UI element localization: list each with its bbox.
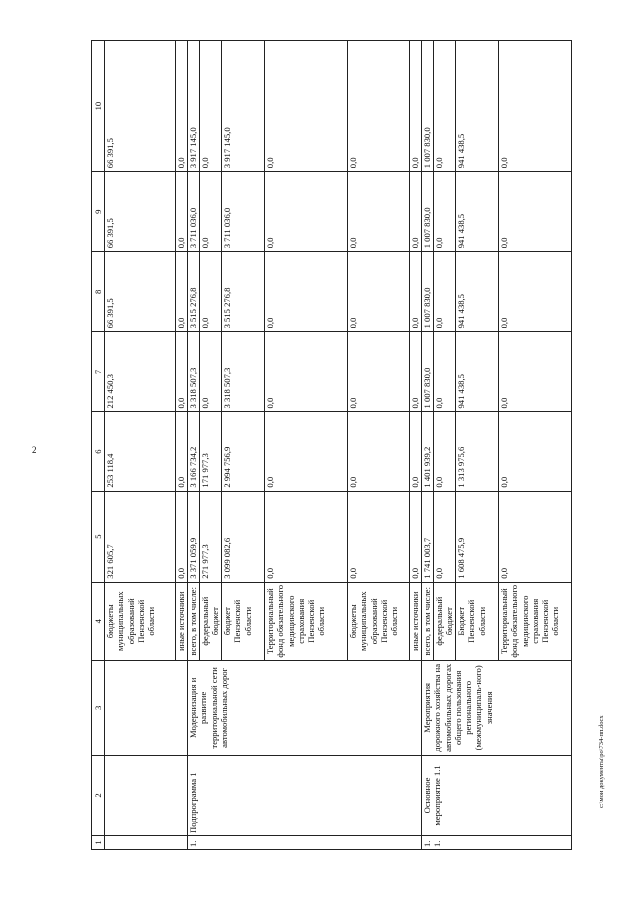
value-cell: 941 438,5 <box>456 41 499 172</box>
funding-source: всего, в том числе: <box>422 582 434 660</box>
value-cell: 0,0 <box>265 41 348 172</box>
value-cell: 3 166 734,2 <box>188 412 200 491</box>
col-num: 6 <box>92 412 105 491</box>
value-cell: 0,0 <box>348 172 410 252</box>
value-cell: 321 605,7 <box>105 491 176 582</box>
value-cell: 0,0 <box>176 332 188 412</box>
funding-source: Территориальный фонд обязательного медицинского страхования Пензенской области <box>265 582 348 660</box>
value-cell: 0,0 <box>434 332 456 412</box>
value-cell: 0,0 <box>410 412 422 491</box>
value-cell: 0,0 <box>200 172 222 252</box>
value-cell: 0,0 <box>176 172 188 252</box>
page-number: 2 <box>32 445 37 455</box>
value-cell: 941 438,5 <box>456 332 499 412</box>
value-cell: 1 007 830,0 <box>422 332 434 412</box>
value-cell: 66 391,5 <box>105 172 176 252</box>
value-cell: 0,0 <box>499 412 572 491</box>
value-cell: 941 438,5 <box>456 172 499 252</box>
value-cell: 0,0 <box>200 41 222 172</box>
value-cell: 0,0 <box>348 412 410 491</box>
value-cell: 0,0 <box>348 252 410 332</box>
footer-file-path: c:\мои документы\ро\734-пп.docx <box>598 715 605 808</box>
value-cell: 66 391,5 <box>105 252 176 332</box>
value-cell: 3 371 059,9 <box>188 491 200 582</box>
funding-source: Бюджет Пензенской области <box>456 582 499 660</box>
value-cell: 0,0 <box>410 252 422 332</box>
value-cell: 0,0 <box>499 491 572 582</box>
cell-empty <box>105 755 188 835</box>
col-num: 7 <box>92 332 105 412</box>
value-cell: 0,0 <box>434 172 456 252</box>
value-cell: 0,0 <box>499 332 572 412</box>
funding-source: иные источники <box>176 582 188 660</box>
value-cell: 3 318 507,3 <box>188 332 200 412</box>
value-cell: 0,0 <box>434 41 456 172</box>
value-cell: 0,0 <box>434 491 456 582</box>
value-cell: 0,0 <box>348 332 410 412</box>
value-cell: 1 313 975,6 <box>456 412 499 491</box>
value-cell: 941 438,5 <box>456 252 499 332</box>
value-cell: 0,0 <box>265 412 348 491</box>
budget-table <box>91 40 572 850</box>
value-cell: 0,0 <box>499 172 572 252</box>
value-cell: 171 977,3 <box>200 412 222 491</box>
funding-source: Территориальный фонд обязательного медицинского страхования Пензенской области <box>499 582 572 660</box>
value-cell: 1 608 475,9 <box>456 491 499 582</box>
value-cell: 0,0 <box>434 412 456 491</box>
value-cell: 1 007 830,0 <box>422 41 434 172</box>
value-cell: 1 007 830,0 <box>422 172 434 252</box>
value-cell: 0,0 <box>176 412 188 491</box>
value-cell: 0,0 <box>265 172 348 252</box>
value-cell: 1 401 939,2 <box>422 412 434 491</box>
column-number-row <box>92 41 105 850</box>
value-cell: 0,0 <box>200 332 222 412</box>
col-num: 1 <box>92 835 105 849</box>
value-cell: 0,0 <box>176 252 188 332</box>
value-cell: 3 318 507,3 <box>222 332 265 412</box>
col-num: 5 <box>92 491 105 582</box>
value-cell: 3 917 145,0 <box>222 41 265 172</box>
funding-source: федеральный бюджет <box>200 582 222 660</box>
cell-empty <box>105 660 188 755</box>
value-cell: 3 711 036,0 <box>188 172 200 252</box>
table-row <box>422 41 434 850</box>
value-cell: 0,0 <box>499 252 572 332</box>
value-cell: 0,0 <box>348 41 410 172</box>
value-cell: 0,0 <box>176 41 188 172</box>
value-cell: 0,0 <box>265 252 348 332</box>
col-num: 2 <box>92 755 105 835</box>
value-cell: 0,0 <box>265 491 348 582</box>
program-title: Мероприятия дорожного хозяйства на автомобильных дорогах общего пользования регионального (межмуниципаль-ного) значения <box>422 660 572 755</box>
table-row <box>188 41 200 850</box>
value-cell: 2 994 756,9 <box>222 412 265 491</box>
funding-source: бюджеты муниципальных образований Пензенской области <box>348 582 410 660</box>
row-number: 1.1. <box>422 835 572 849</box>
table-row <box>105 41 176 850</box>
program-name: Подпрограмма 1 <box>188 755 422 835</box>
col-num: 8 <box>92 252 105 332</box>
value-cell: 1 007 830,0 <box>422 252 434 332</box>
value-cell: 253 118,4 <box>105 412 176 491</box>
value-cell: 0,0 <box>410 41 422 172</box>
col-num: 4 <box>92 582 105 660</box>
value-cell: 0,0 <box>410 491 422 582</box>
value-cell: 3 711 036,0 <box>222 172 265 252</box>
program-name: Основное мероприятие 1.1 <box>422 755 572 835</box>
funding-source: бюджеты муниципальных образований Пензенской области <box>105 582 176 660</box>
program-title: Модернизация и развитие территориальной сети автомобильных дорог <box>188 660 422 755</box>
value-cell: 3 099 082,6 <box>222 491 265 582</box>
funding-source: всего, в том числе: <box>188 582 200 660</box>
funding-source: иные источники <box>410 582 422 660</box>
funding-source: федеральный бюджет <box>434 582 456 660</box>
value-cell: 0,0 <box>200 252 222 332</box>
cell-empty <box>105 835 188 849</box>
value-cell: 0,0 <box>410 332 422 412</box>
col-num: 10 <box>92 41 105 172</box>
value-cell: 66 391,5 <box>105 41 176 172</box>
value-cell: 271 977,3 <box>200 491 222 582</box>
value-cell: 3 917 145,0 <box>188 41 200 172</box>
value-cell: 1 741 003,7 <box>422 491 434 582</box>
col-num: 3 <box>92 660 105 755</box>
funding-source: бюджет Пензенской области <box>222 582 265 660</box>
value-cell: 0,0 <box>176 491 188 582</box>
value-cell: 3 515 276,8 <box>222 252 265 332</box>
budget-table-rotated <box>91 40 617 850</box>
value-cell: 3 515 276,8 <box>188 252 200 332</box>
value-cell: 0,0 <box>410 172 422 252</box>
value-cell: 0,0 <box>265 332 348 412</box>
value-cell: 0,0 <box>348 491 410 582</box>
value-cell: 0,0 <box>434 252 456 332</box>
value-cell: 212 450,3 <box>105 332 176 412</box>
value-cell: 0,0 <box>499 41 572 172</box>
col-num: 9 <box>92 172 105 252</box>
row-number: 1. <box>188 835 422 849</box>
